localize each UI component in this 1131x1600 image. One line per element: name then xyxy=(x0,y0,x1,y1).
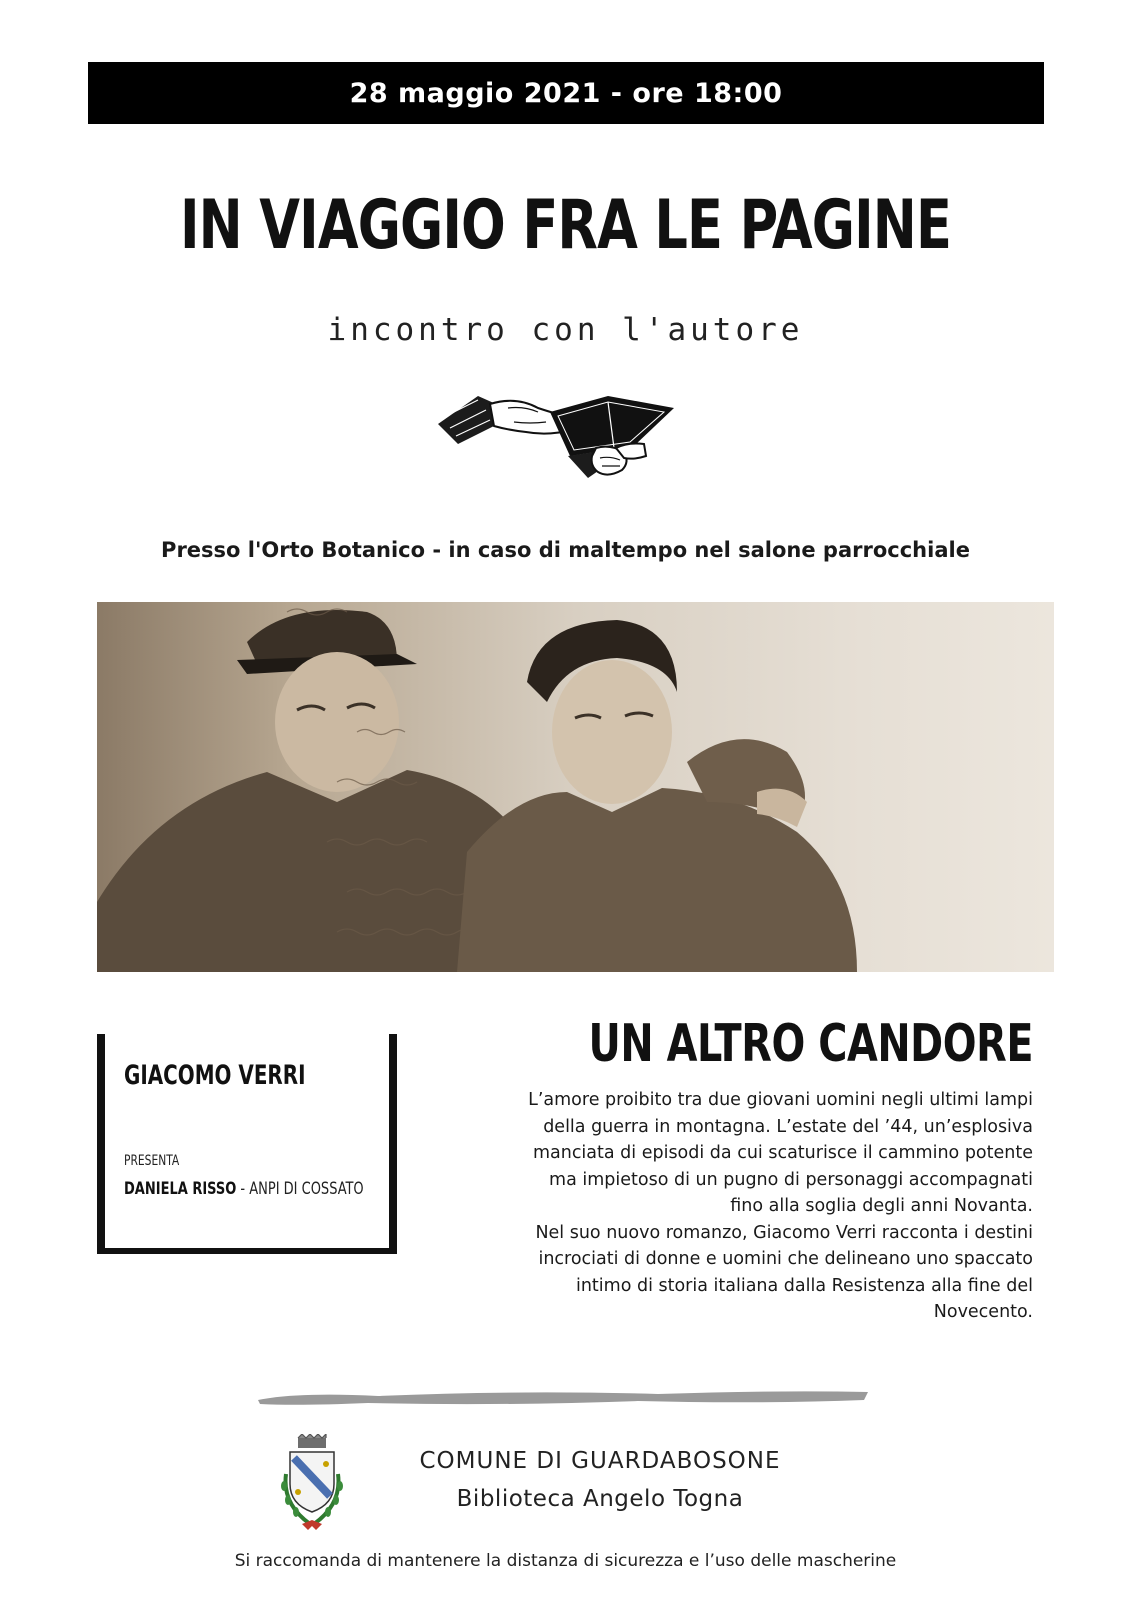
event-subtitle: incontro con l'autore xyxy=(327,312,804,348)
library-name: Biblioteca Angelo Togna xyxy=(456,1486,744,1512)
presents-label: PRESENTA xyxy=(124,1153,180,1169)
presenter-name: DANIELA RISSO xyxy=(124,1179,237,1199)
synopsis-paragraph: L’amore proibito tra due giovani uomini negli ultimi lampi della guerra in montagna. L’estate del ’44, un’esplosiva manciata di episodi da cui scaturisce il cammino potente ma impietoso di un pugno di personaggi accompagnati fino alla soglia degli anni Novanta. xyxy=(528,1090,1033,1216)
hand-giving-book-icon xyxy=(438,386,678,486)
date-banner xyxy=(88,62,1044,124)
event-date-time: 28 maggio 2021 - ore 18:00 xyxy=(349,77,783,109)
presenter-separator: - xyxy=(236,1179,250,1199)
event-title: IN VIAGGIO FRA LE PAGINE xyxy=(179,186,952,265)
synopsis-paragraph: Nel suo nuovo romanzo, Giacomo Verri racconta i destini incrociati di donne e uomini che delineano uno spaccato intimo di storia italiana dalla Resistenza alla fine del Novecento. xyxy=(535,1222,1033,1322)
presenter-organization: ANPI DI COSSATO xyxy=(249,1179,364,1199)
organizer-name: COMUNE DI GUARDABOSONE xyxy=(419,1448,781,1474)
presenter-line xyxy=(124,1179,364,1199)
brush-stroke-divider xyxy=(258,1388,868,1408)
book-title: UN ALTRO CANDORE xyxy=(588,1014,1033,1074)
vintage-soldiers-photo xyxy=(97,602,1054,972)
book-synopsis xyxy=(520,1087,1033,1326)
event-location: Presso l'Orto Botanico - in caso di maltempo nel salone parrocchiale xyxy=(161,538,970,562)
municipal-crest-icon xyxy=(276,1434,348,1534)
author-name: GIACOMO VERRI xyxy=(124,1060,306,1091)
safety-note: Si raccomanda di mantenere la distanza di sicurezza e l’uso delle mascherine xyxy=(234,1551,897,1571)
